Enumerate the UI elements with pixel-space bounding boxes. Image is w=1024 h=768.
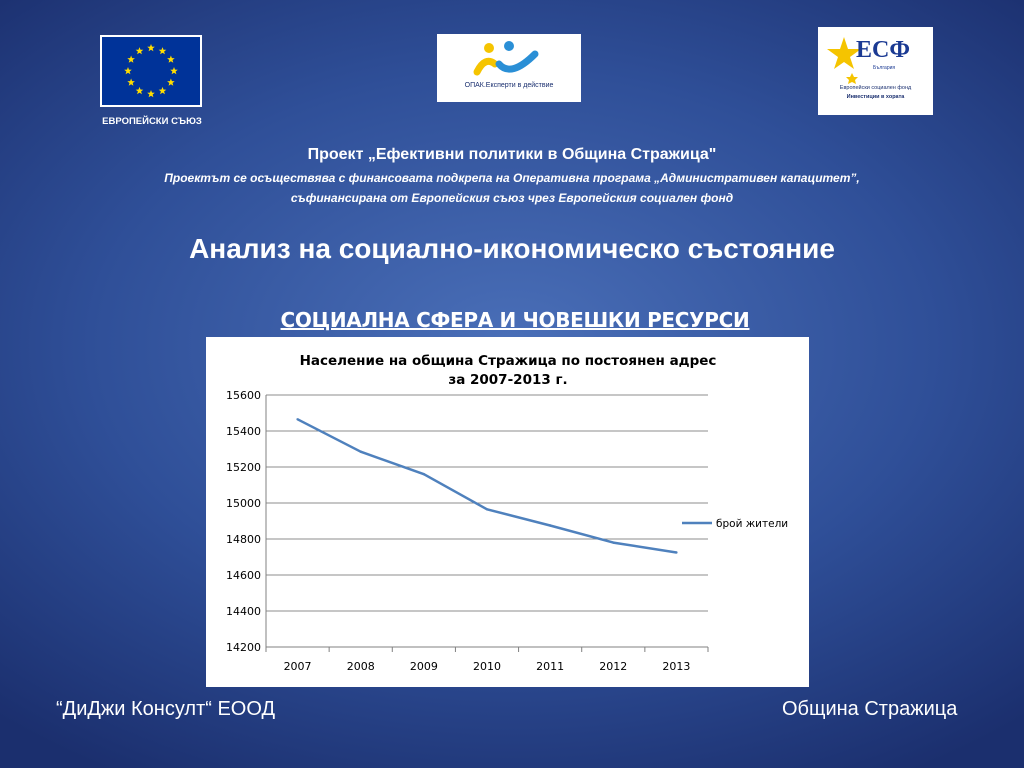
data-point bbox=[296, 418, 298, 420]
x-tick-label: 2009 bbox=[409, 660, 438, 673]
x-tick-label: 2007 bbox=[283, 660, 312, 673]
chart-title-line1: Население на община Стражица по постоянен адрес bbox=[299, 353, 717, 369]
eu-star-icon bbox=[159, 47, 167, 54]
data-point bbox=[486, 508, 488, 510]
project-funding-line2: съфинансирана от Европейския съюз чрез Европейския социален фонд bbox=[290, 191, 734, 205]
population-chart bbox=[206, 337, 809, 687]
series-line bbox=[298, 419, 677, 552]
y-tick-label: 14200 bbox=[226, 641, 261, 654]
y-tick-label: 15200 bbox=[226, 461, 261, 474]
data-point bbox=[549, 524, 551, 526]
esf-logo bbox=[818, 27, 933, 115]
eu-star-icon bbox=[136, 87, 144, 94]
legend-label: брой жители bbox=[716, 518, 789, 530]
x-tick-label: 2008 bbox=[346, 660, 375, 673]
chart-title-line2: за 2007-2013 г. bbox=[448, 372, 568, 388]
footer-company: “ДиДжи Консулт“ ЕООД bbox=[56, 698, 276, 720]
esf-caption-line1: Европейски социален фонд bbox=[839, 85, 912, 91]
x-tick-label: 2012 bbox=[599, 660, 628, 673]
data-point bbox=[675, 551, 677, 553]
esf-logo-text: ЕСФ bbox=[856, 37, 910, 63]
eu-star-icon bbox=[167, 79, 175, 86]
eu-star-icon bbox=[136, 47, 144, 54]
eu-star-icon bbox=[159, 87, 167, 94]
eu-star-icon bbox=[147, 44, 155, 51]
opak-logo bbox=[437, 34, 581, 102]
opak-caption: ОПАК.Експерти в действие bbox=[464, 82, 554, 89]
y-tick-label: 15000 bbox=[226, 497, 261, 510]
eu-star-icon bbox=[124, 67, 132, 74]
y-tick-label: 14800 bbox=[226, 533, 261, 546]
data-point bbox=[423, 473, 425, 475]
opak-figures-icon bbox=[437, 34, 581, 82]
eu-star-icon bbox=[170, 67, 178, 74]
y-tick-label: 15400 bbox=[226, 425, 261, 438]
y-tick-label: 14600 bbox=[226, 569, 261, 582]
footer-municipality: Община Стражица bbox=[782, 698, 958, 720]
eu-flag-icon bbox=[102, 37, 200, 105]
y-tick-label: 14400 bbox=[226, 605, 261, 618]
main-heading: Анализ на социално-икономическо състояние bbox=[189, 233, 835, 264]
eu-star-icon bbox=[127, 56, 135, 63]
x-tick-label: 2013 bbox=[662, 660, 691, 673]
esf-caption-line2: Инвестиции в хората bbox=[846, 94, 905, 100]
esf-subtext: България bbox=[873, 65, 896, 71]
y-tick-label: 15600 bbox=[226, 389, 261, 402]
eu-star-icon bbox=[167, 56, 175, 63]
eu-caption: ЕВРОПЕЙСКИ СЪЮЗ bbox=[102, 116, 202, 127]
x-tick-label: 2010 bbox=[473, 660, 501, 673]
x-tick-label: 2011 bbox=[536, 660, 565, 673]
eu-star-icon bbox=[147, 90, 155, 97]
section-heading: СОЦИАЛНА СФЕРА И ЧОВЕШКИ РЕСУРСИ bbox=[280, 308, 750, 332]
eu-stars-icon bbox=[102, 37, 200, 105]
chart-svg bbox=[206, 337, 809, 687]
data-point bbox=[360, 451, 362, 453]
project-funding-line1: Проектът се осъществява с финансовата подкрепа на Оперативна програма „Административен капацитет”, bbox=[164, 171, 860, 185]
data-point bbox=[612, 541, 614, 543]
eu-flag-logo bbox=[100, 35, 202, 107]
eu-star-icon bbox=[127, 79, 135, 86]
project-title: Проект „Ефективни политики в Община Стражица" bbox=[307, 146, 717, 163]
